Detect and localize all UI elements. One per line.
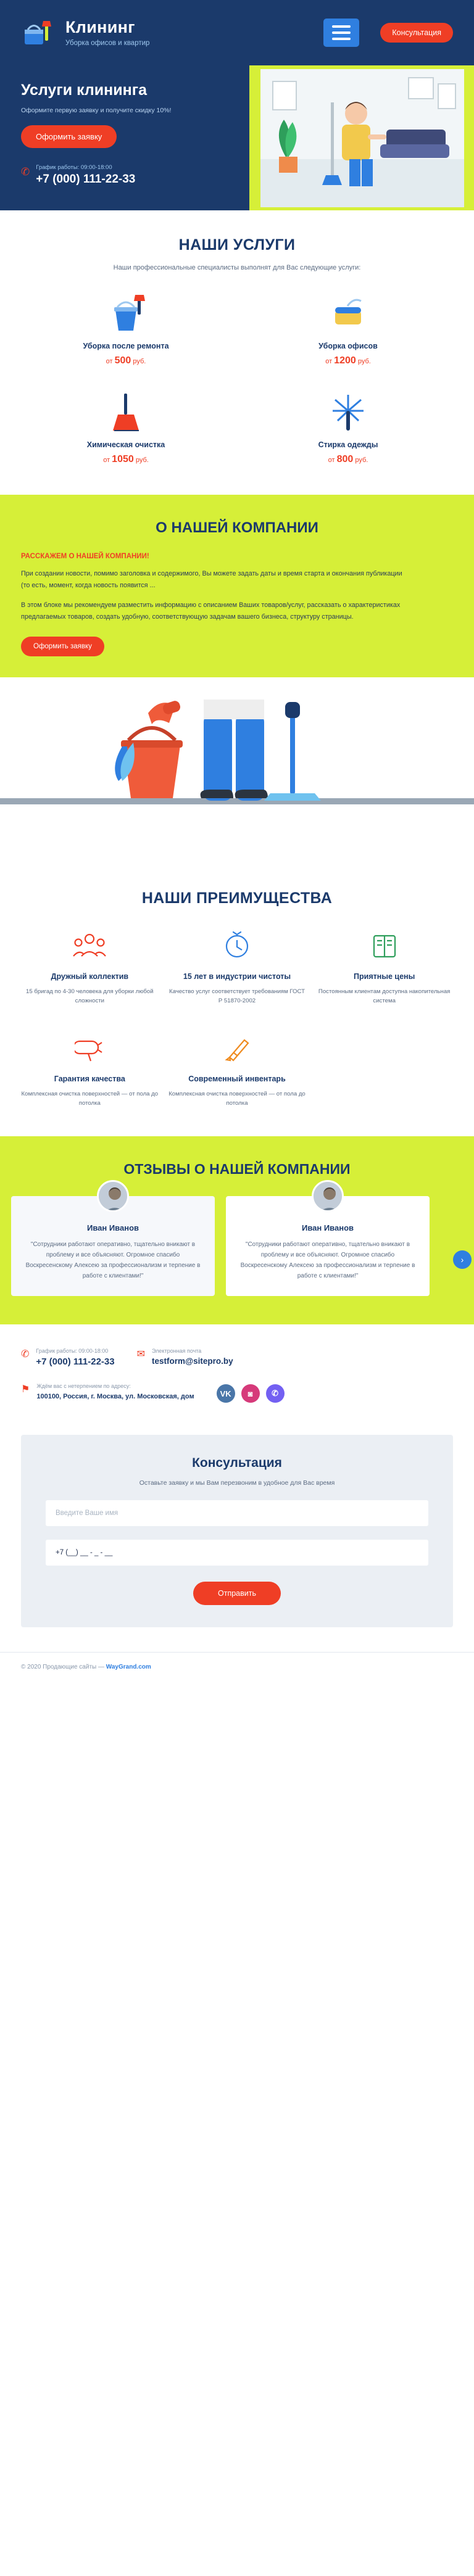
viber-icon[interactable]: ✆ <box>266 1384 285 1403</box>
contact-phone[interactable]: +7 (000) 111-22-33 <box>36 1356 115 1368</box>
schedule-label: График работы: 09:00-18:00 <box>36 1348 109 1355</box>
sponge-icon <box>243 290 453 334</box>
hero-content <box>0 65 249 210</box>
service-card[interactable] <box>21 389 231 465</box>
advantage-text: Комплексная очистка поверхностей — от пола до потолка <box>168 1090 306 1107</box>
about-title: О НАШЕЙ КОМПАНИИ <box>156 519 318 536</box>
service-price <box>21 355 231 366</box>
social-links <box>217 1384 285 1403</box>
broom-icon <box>21 389 231 433</box>
hamburger-menu-icon[interactable] <box>323 19 359 47</box>
price-value: 500 <box>114 355 131 366</box>
price-suffix: руб. <box>355 456 368 464</box>
form-subtitle: Оставьте заявку и мы Вам перезвоним в удобное для Вас время <box>139 1479 335 1487</box>
price-suffix: руб. <box>133 358 146 365</box>
advantages-title: НАШИ ПРЕИМУЩЕСТВА <box>141 889 333 907</box>
service-name: Уборка после ремонта <box>83 342 169 350</box>
service-price <box>243 454 453 465</box>
advantage-card <box>168 928 306 1006</box>
contacts-section <box>0 1324 474 1419</box>
hero-phone[interactable]: +7 (000) 111-22-33 <box>36 172 136 186</box>
advantage-card <box>21 928 159 1006</box>
review-author: Иван Иванов <box>301 1223 354 1233</box>
price-suffix: руб. <box>357 358 371 365</box>
vk-icon[interactable]: VK <box>217 1384 235 1403</box>
review-text: "Сотрудники работают оперативно, тщательно вникают в проблему и все объясняют. Огромное спасибо Воскресенскому Алексею за профессионализм и терпение в работе с клиентами!" <box>25 1241 201 1280</box>
about-paragraph-2: В этом блоке мы рекомендуем разместить информацию с описанием Ваших товаров/услуг, рассказать о характеристиках предлагаемых товаров, создать удобную, соответствующую задачам вашего бизнеса, структуру страницы. <box>21 601 401 621</box>
consultation-form-section <box>0 1419 474 1652</box>
instagram-icon[interactable]: ◙ <box>241 1384 260 1403</box>
phone-icon: ✆ <box>21 1349 30 1360</box>
price-value: 800 <box>336 454 354 464</box>
about-lead: РАССКАЖЕМ О НАШЕЙ КОМПАНИИ! <box>21 553 149 560</box>
advantage-title: 15 лет в индустрии чистоты <box>183 972 291 981</box>
user-avatar <box>312 1180 344 1212</box>
hero-section <box>0 65 474 210</box>
brush-icon <box>168 1031 306 1067</box>
copyright-text: © 2020 Продающие сайты — <box>21 1664 106 1671</box>
clock-icon <box>168 928 306 964</box>
consultation-form-card <box>21 1435 453 1627</box>
phone-input[interactable] <box>46 1540 428 1566</box>
hero-subtitle: Оформите первую заявку и получите скидку 10%! <box>21 106 172 114</box>
advantages-grid <box>21 928 453 1108</box>
form-title: Консультация <box>192 1456 282 1471</box>
advantages-section <box>0 862 474 1137</box>
price-prefix: от <box>328 456 335 464</box>
advantage-text: 15 бригад по 4-30 человека для уборки любой сложности <box>26 988 154 1005</box>
service-card[interactable] <box>243 389 453 465</box>
about-paragraph-1: При создании новости, помимо заголовка и содержимого, Вы можете задать даты и время старта и окончания публикации (то есть, момент, когда новость появится ... <box>21 570 402 589</box>
hero-title: Услуги клининга <box>21 81 148 99</box>
review-author: Иван Иванов <box>86 1223 139 1233</box>
services-subtitle: Наши профессиональные специалисты выполнят для Вас следующие услуги: <box>113 264 361 271</box>
name-input[interactable] <box>46 1500 428 1526</box>
advantage-title: Дружный коллектив <box>51 972 129 981</box>
map-pin-icon: ⚑ <box>21 1384 30 1395</box>
advantage-title: Современный инвентарь <box>188 1074 286 1083</box>
address-label: Ждём вас с нетерпением по адресу: <box>36 1383 131 1390</box>
email-label: Электронная почта <box>152 1348 202 1355</box>
about-illustration <box>0 677 474 862</box>
carousel-next-arrow-icon[interactable]: › <box>453 1250 472 1269</box>
advantage-title: Приятные цены <box>354 972 415 981</box>
service-name: Стирка одежды <box>318 440 378 449</box>
reviews-title: ОТЗЫВЫ О НАШЕЙ КОМПАНИИ <box>123 1161 351 1178</box>
hero-schedule: График работы: 09:00-18:00 <box>36 163 112 171</box>
advantage-spacer <box>315 1031 453 1108</box>
site-footer <box>0 1652 474 1685</box>
contacts-row-primary <box>21 1348 453 1367</box>
reviews-carousel <box>0 1196 474 1296</box>
about-section <box>0 495 474 677</box>
service-name: Уборка офисов <box>318 342 378 350</box>
consultation-button[interactable]: Консультация <box>380 23 453 43</box>
submit-button[interactable]: Отправить <box>193 1582 281 1605</box>
service-card[interactable] <box>243 290 453 366</box>
service-price <box>243 355 453 366</box>
duster-icon <box>243 389 453 433</box>
about-order-button[interactable]: Оформить заявку <box>21 637 104 656</box>
service-price <box>21 454 231 465</box>
hairdryer-icon <box>21 1031 159 1067</box>
advantage-card <box>168 1031 306 1108</box>
logo-icon[interactable] <box>21 16 54 49</box>
price-prefix: от <box>106 358 113 365</box>
email-block[interactable] <box>137 1348 233 1367</box>
envelope-icon: ✉ <box>136 1349 145 1360</box>
brand-tagline: Уборка офисов и квартир <box>65 39 150 47</box>
contact-email[interactable]: testform@sitepro.by <box>152 1356 233 1366</box>
services-section <box>0 210 474 495</box>
site-header <box>0 0 474 65</box>
advantage-text: Качество услуг соответствует требованиям ГОСТ Р 51870-2002 <box>169 988 305 1005</box>
advantage-card <box>315 928 453 1006</box>
price-prefix: от <box>103 456 110 464</box>
people-icon <box>21 928 159 964</box>
reviews-section <box>0 1136 474 1324</box>
review-card <box>226 1196 430 1296</box>
contact-address: 100100, Россия, г. Москва, ул. Московская, дом <box>36 1393 194 1401</box>
brand-block[interactable] <box>65 19 149 47</box>
contacts-row-secondary <box>21 1383 453 1403</box>
price-value: 1200 <box>334 355 356 366</box>
advantage-text: Постоянным клиентам доступна накопительная система <box>318 988 451 1005</box>
brand-name: Клининг <box>65 17 135 36</box>
price-suffix: руб. <box>135 456 149 464</box>
book-icon <box>315 928 453 964</box>
services-title: НАШИ УСЛУГИ <box>178 236 296 254</box>
phone-block[interactable] <box>21 1348 115 1367</box>
bucket-icon <box>21 290 231 334</box>
hero-illustration <box>249 65 474 210</box>
review-text: "Сотрудники работают оперативно, тщательно вникают в проблему и все объясняют. Огромное спасибо Воскресенскому Алексею за профессионализм и терпение в работе с клиентами!" <box>240 1241 415 1280</box>
advantage-card <box>21 1031 159 1108</box>
phone-icon: ✆ <box>21 165 30 178</box>
review-card <box>11 1196 215 1296</box>
services-grid <box>21 290 453 465</box>
hero-order-button[interactable]: Оформить заявку <box>21 125 117 148</box>
price-prefix: от <box>325 358 333 365</box>
address-block <box>21 1383 194 1402</box>
footer-link[interactable]: WayGrand.com <box>106 1664 151 1671</box>
service-card[interactable] <box>21 290 231 366</box>
service-name: Химическая очистка <box>86 440 165 449</box>
price-value: 1050 <box>112 454 134 464</box>
hero-phone-block[interactable] <box>21 164 231 186</box>
advantage-title: Гарантия качества <box>54 1074 125 1083</box>
user-avatar <box>97 1180 129 1212</box>
advantage-text: Комплексная очистка поверхностей — от пола до потолка <box>21 1090 159 1107</box>
